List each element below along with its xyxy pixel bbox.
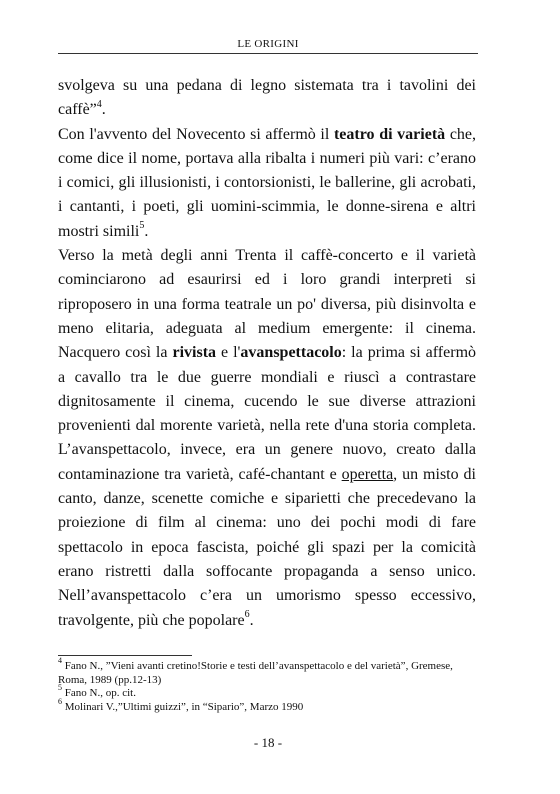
link-operetta[interactable]: operetta [341,465,394,483]
footnote-ref-5[interactable]: 5 [139,220,145,232]
main-text [58,74,476,633]
paragraph-2-end: . [144,222,149,240]
paragraph-2-text-b: che, come dice il nome, portava alla ribalta i numeri più vari: c’erano i comici, gli illusionisti, i contorsionisti, le ballerine, gli acrobati, i cantanti, i poeti, gli uomini-scimmia, le donne-sirena e altri mostri simili [58,125,477,240]
paragraph-1 [58,74,476,123]
footnote-5 [58,683,478,701]
footnote-ref-6[interactable]: 6 [244,609,250,621]
term-teatro-di-varieta: teatro di varietà [333,125,446,143]
footnote-4 [58,656,478,687]
paragraph-2 [58,123,476,244]
term-avanspettacolo: avanspettacolo [240,344,342,362]
header-rule [58,53,478,54]
footnote-number: 5 [58,683,62,693]
paragraph-3-text-c: : la prima si affermò a cavallo tra le due guerre mondiali e riuscì a contrastare dignitosamente il cinema, cucendo le sue diverse attrazioni provenienti dal morente varietà, nella rete d'una storia completa. L’avanspettacolo, invece, era un genere nuovo, creato dalla contaminazione tra varietà, café-chantant e [58,344,477,483]
footnote-text: Molinari V.,”Ultimi guizzi”, in “Sipario”, Marzo 1990 [62,700,304,713]
page-number: - 18 - [253,735,283,750]
running-header: LE ORIGINI [237,38,299,50]
footnote-rule [58,655,192,656]
paragraph-1-end: . [101,101,106,119]
paragraph-3-text-a: Verso la metà degli anni Trenta il caffè-concerto e il varietà cominciarono ad esaurirsi ed i loro grandi interpreti si riproposero in una forma teatrale un po' diversa, più disinvolta e meno elitaria, adeguata al medium emergente: il cinema. Nacquero così la [58,247,476,362]
footnote-ref-4[interactable]: 4 [96,98,102,110]
footnote-text: Fano N., ”Vieni avanti cretino!Storie e testi dell’avanspettacolo e del varietà”, Gremese, Roma, 1989 (pp.12-13) [58,660,453,686]
footnote-6 [58,696,478,715]
footnotes [58,656,478,714]
paragraph-3-text-d: , un misto di canto, danze, scenette comiche e siparietti che precedevano la proiezione di film al cinema: uno dei pochi modi di fare spettacolo in epoca fascista, poiché gli spazi per la comicità erano ristretti dalla soffocante propaganda a senso unico. Nell’avanspettacolo c’era un umorismo spesso eccessivo, travolgente, più che popolare [58,465,476,629]
footnote-number: 4 [58,656,62,666]
footnote-text: Fano N., op. cit. [62,687,136,699]
paragraph-2-text-a: Con l'avvento del Novecento si affermò il [58,125,334,143]
paragraph-1-text: svolgeva su una pedana di legno sistemata tra i tavolini dei caffè” [58,77,476,119]
term-rivista: rivista [172,344,217,362]
paragraph-3-text-b: e l' [216,344,241,362]
paragraph-3 [58,244,476,633]
paragraph-3-end: . [249,611,254,629]
footnote-number: 6 [58,696,62,706]
